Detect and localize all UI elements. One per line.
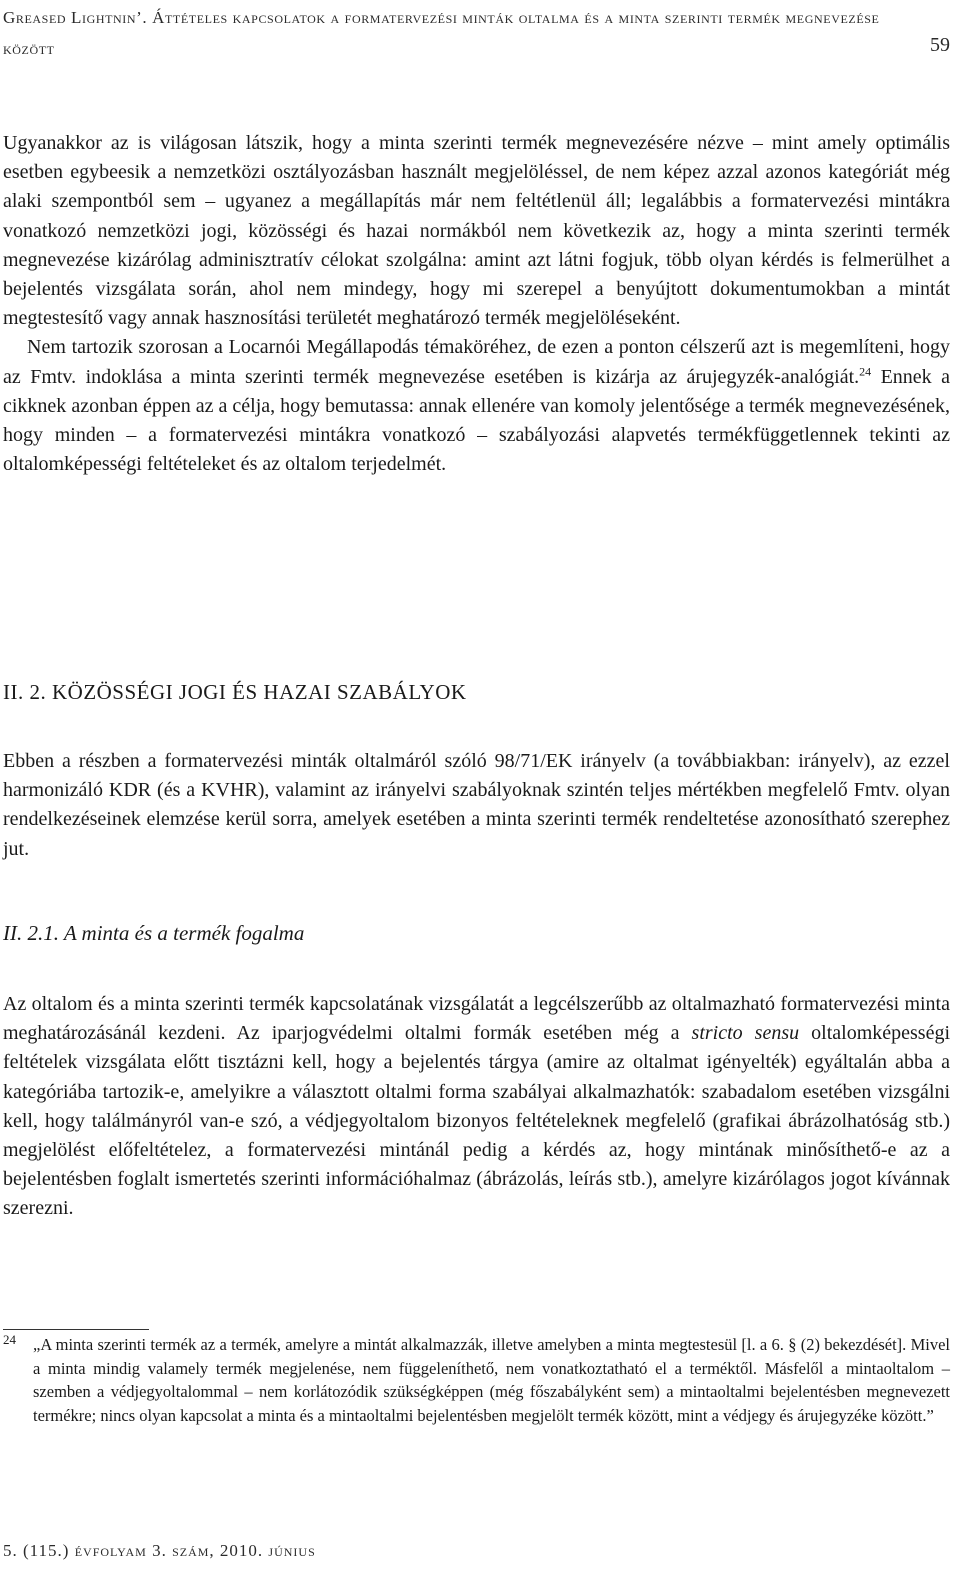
paragraph: Ugyanakkor az is világosan látszik, hogy a minta szerinti termék megnevezésére nézve – mint amely optimális esetben egybeesik a nemzetközi osztályozásban használt megjelöléssel, de nem képez azzal azonos kategóriát még alaki szempontból sem – ugyanez a megállapítás már nem feltétlenül áll; legalábbis a formatervezési mintákra vonatkozó nemzetközi jogi, közösségi és hazai normákból nem következik az, hogy a minta szerinti termék megnevezése kizárólag adminisztratív célokat szolgálna: amint azt látni fogjuk, több olyan kérdés is felmerülhet a bejelentés vizsgálata során, ahol nem mindegy, hogy mi szerepel a benyújtott dokumentumokban a mintát megtestesítő vagy annak hasznosítási területét meghatározó termék megjelöléseként. [3,132,950,330]
intro-text-block [3,129,950,479]
section-heading: II. 2. KÖZÖSSÉGI JOGI ÉS HAZAI SZABÁLYOK [3,680,467,704]
footnote [3,1333,950,1427]
subsection-heading: II. 2.1. A minta és a termék fogalma [3,921,305,945]
page-number: 59 [930,34,950,56]
paragraph-text: oltalomképességi feltételek vizsgálata előtt tisztázni kell, hogy a bejelentés tárgya (amire az oltalmat igényelték) egyáltalán abba a kategóriába tartozik-e, amelyikre a választott oltalmi forma szabályai alkalmazhatók: szabadalom esetében vizsgálni kell, hogy találmányról van-e szó, a védjegyoltalom bizonyos feltételeknek megfelelő (grafikai ábrázolhatóság stb.) megjelölést előfeltételez, a formatervezési mintánál pedig a kérdés az, hogy mintának minősíthető-e az a bejelentésben foglalt ismertetés szerinti információhalmaz (ábrázolás, leírás stb.), amelyre kizárólagos jogot kívánnak szerezni. [3,1022,951,1220]
paragraph-text: Az oltalom és a minta szerinti termék kapcsolatának vizsgálatát a legcélszerűbb az oltalmazható formatervezési minta meghatározásánál kezdeni. Az iparjogvédelmi oltalmi formák esetében még a [3,993,950,1045]
paragraph-text: Ennek a cikknek azonban éppen az a célja, hogy bemutassa: annak ellenére van komoly jelentősége a termék megnevezésének, hogy minden – a formatervezési mintákra vonatkozó – szabályozási alapvetés termékfüggetlennek tekinti az oltalomképességi feltételeket és az oltalom terjedelmét. [3,365,950,476]
section-text-block [3,747,950,864]
running-footer-issue: 5. (115.) évfolyam 3. szám, 2010. június [3,1541,316,1560]
footnote-separator [3,1329,149,1330]
paragraph [3,990,950,1224]
paragraph: Ebben a részben a formatervezési minták oltalmáról szóló 98/71/EK irányelv (a továbbiakban: irányelv), az ezzel harmonizáló KDR (és a KVHR), valamint az irányelvi szabályoknak szintén teljes mértékben megfelelő Fmtv. olyan rendelkezéseinek elemzése kerül sorra, amelyek esetében a minta szerinti termék rendeltetése azonosítható szerephez jut. [3,750,950,860]
latin-term: stricto sensu [691,1022,800,1045]
footnote-text: „A minta szerinti termék az a termék, amelyre a mintát alkalmazzák, illetve amelyben a minta megtestesül [l. a 6. § (2) bekezdését]. Mivel a minta mindig valamely termék megjelenése, nem függeleníthető, nem vonatkoztatható el a terméktől. Másfelől a mintaoltalom – szemben a védjegyoltalommal – nem korlátozódik szükségképpen (még főszabályként sem) a mintaoltalmi bejelentésben megnevezett termékre; nincs olyan kapcsolat a minta és a mintaoltalmi bejelentésben megjelölt termék között, mint a védjegy és árujegyzéke között.” [33,1335,950,1425]
subsection-text-block [3,990,950,1224]
paragraph-text: Nem tartozik szorosan a Locarnói Megállapodás témaköréhez, de ezen a ponton célszerű azt is megemlíteni, hogy az Fmtv. indoklása a minta szerinti termék megnevezése esetében is kizárja az árujegyzék-analógiát. [3,336,950,388]
footnote-reference: 24 [859,363,872,378]
paragraph [3,333,950,479]
footnote-number: 24 [3,1332,16,1347]
running-header-title: Greased Lightnin’. Áttételes kapcsolatok a formatervezési minták oltalma és a minta szerinti termék megnevezése között [3,8,880,58]
